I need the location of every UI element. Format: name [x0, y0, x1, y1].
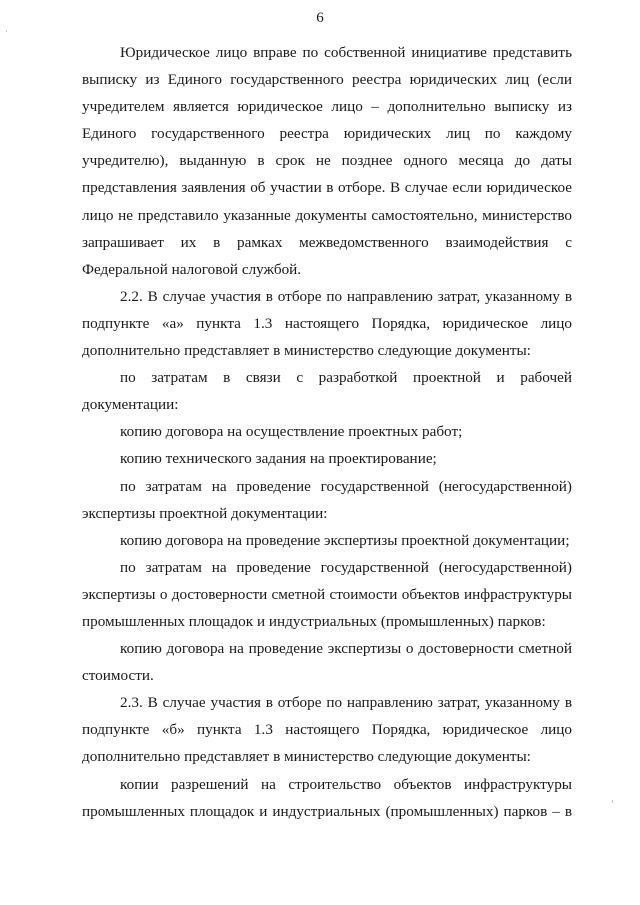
text-line: копию технического задания на проектирование;	[120, 450, 437, 468]
text-line: промышленных площадок и индустриальных (промышленных) парков – в	[82, 802, 572, 820]
text-line: Единого государственного реестра юридических лиц по каждому	[82, 125, 572, 143]
text-line: подпункте «б» пункта 1.3 настоящего Порядка, юридическое лицо	[82, 721, 572, 739]
paragraph-estimate-expertise-contract	[82, 635, 572, 689]
text-line: учредителю), выданную в срок не позднее одного месяца до даты	[82, 152, 572, 170]
text-line: по затратам на проведение государственной (негосударственной)	[120, 477, 572, 495]
text-line: выписку из Единого государственного реестра юридических лиц (если	[82, 71, 572, 89]
text-line: Федеральной налоговой службой.	[82, 260, 302, 278]
scan-mark-left	[6, 30, 7, 32]
paragraph-expertise-contract	[82, 527, 572, 554]
text-line: дополнительно представляет в министерство следующие документы:	[82, 342, 531, 360]
text-line: копию договора на проведение экспертизы о достоверности сметной	[120, 640, 572, 658]
text-line: экспертизы о достоверности сметной стоимости объектов инфраструктуры	[82, 585, 572, 603]
text-line: копию договора на проведение экспертизы проектной документации;	[120, 531, 570, 549]
paragraph-legal-entity-extract	[82, 39, 572, 283]
scan-mark-right	[612, 800, 613, 803]
text-line: подпункте «а» пункта 1.3 настоящего Порядка, юридическое лицо	[82, 314, 572, 332]
document-body	[82, 39, 572, 825]
paragraph-expertise-costs	[82, 473, 572, 527]
text-line: экспертизы проектной документации:	[82, 504, 328, 522]
text-line: копию договора на осуществление проектных работ;	[120, 423, 463, 441]
text-line: копии разрешений на строительство объектов инфраструктуры	[120, 775, 572, 793]
text-line: стоимости.	[82, 667, 154, 685]
page-number: 6	[316, 10, 324, 26]
paragraph-construction-permits	[82, 771, 572, 825]
text-line: промышленных площадок и индустриальных (промышленных) парков:	[82, 612, 546, 630]
text-line: дополнительно представляет в министерство следующие документы:	[82, 748, 531, 766]
text-line: по затратам в связи с разработкой проектной и рабочей	[120, 369, 572, 387]
paragraph-design-contract	[82, 418, 572, 445]
text-line: 2.2. В случае участия в отборе по направлению затрат, указанному в	[120, 287, 572, 305]
paragraph-2-2	[82, 283, 572, 364]
paragraph-estimate-expertise-costs	[82, 554, 572, 635]
text-line: запрашивает их в рамках межведомственного взаимодействия с	[82, 233, 572, 251]
text-line: Юридическое лицо вправе по собственной инициативе представить	[120, 44, 572, 61]
paragraph-technical-task	[82, 445, 572, 472]
text-line: по затратам на проведение государственной (негосударственной)	[120, 558, 572, 576]
text-line: документации:	[82, 396, 179, 414]
text-line: учредителем является юридическое лицо – дополнительно выписку из	[82, 98, 572, 116]
text-line: 2.3. В случае участия в отборе по направлению затрат, указанному в	[120, 694, 572, 712]
paragraph-2-3	[82, 689, 572, 770]
text-line: лицо не представило указанные документы самостоятельно, министерство	[82, 206, 572, 224]
paragraph-design-costs	[82, 364, 572, 418]
text-line: представления заявления об участии в отборе. В случае если юридическое	[82, 179, 572, 197]
